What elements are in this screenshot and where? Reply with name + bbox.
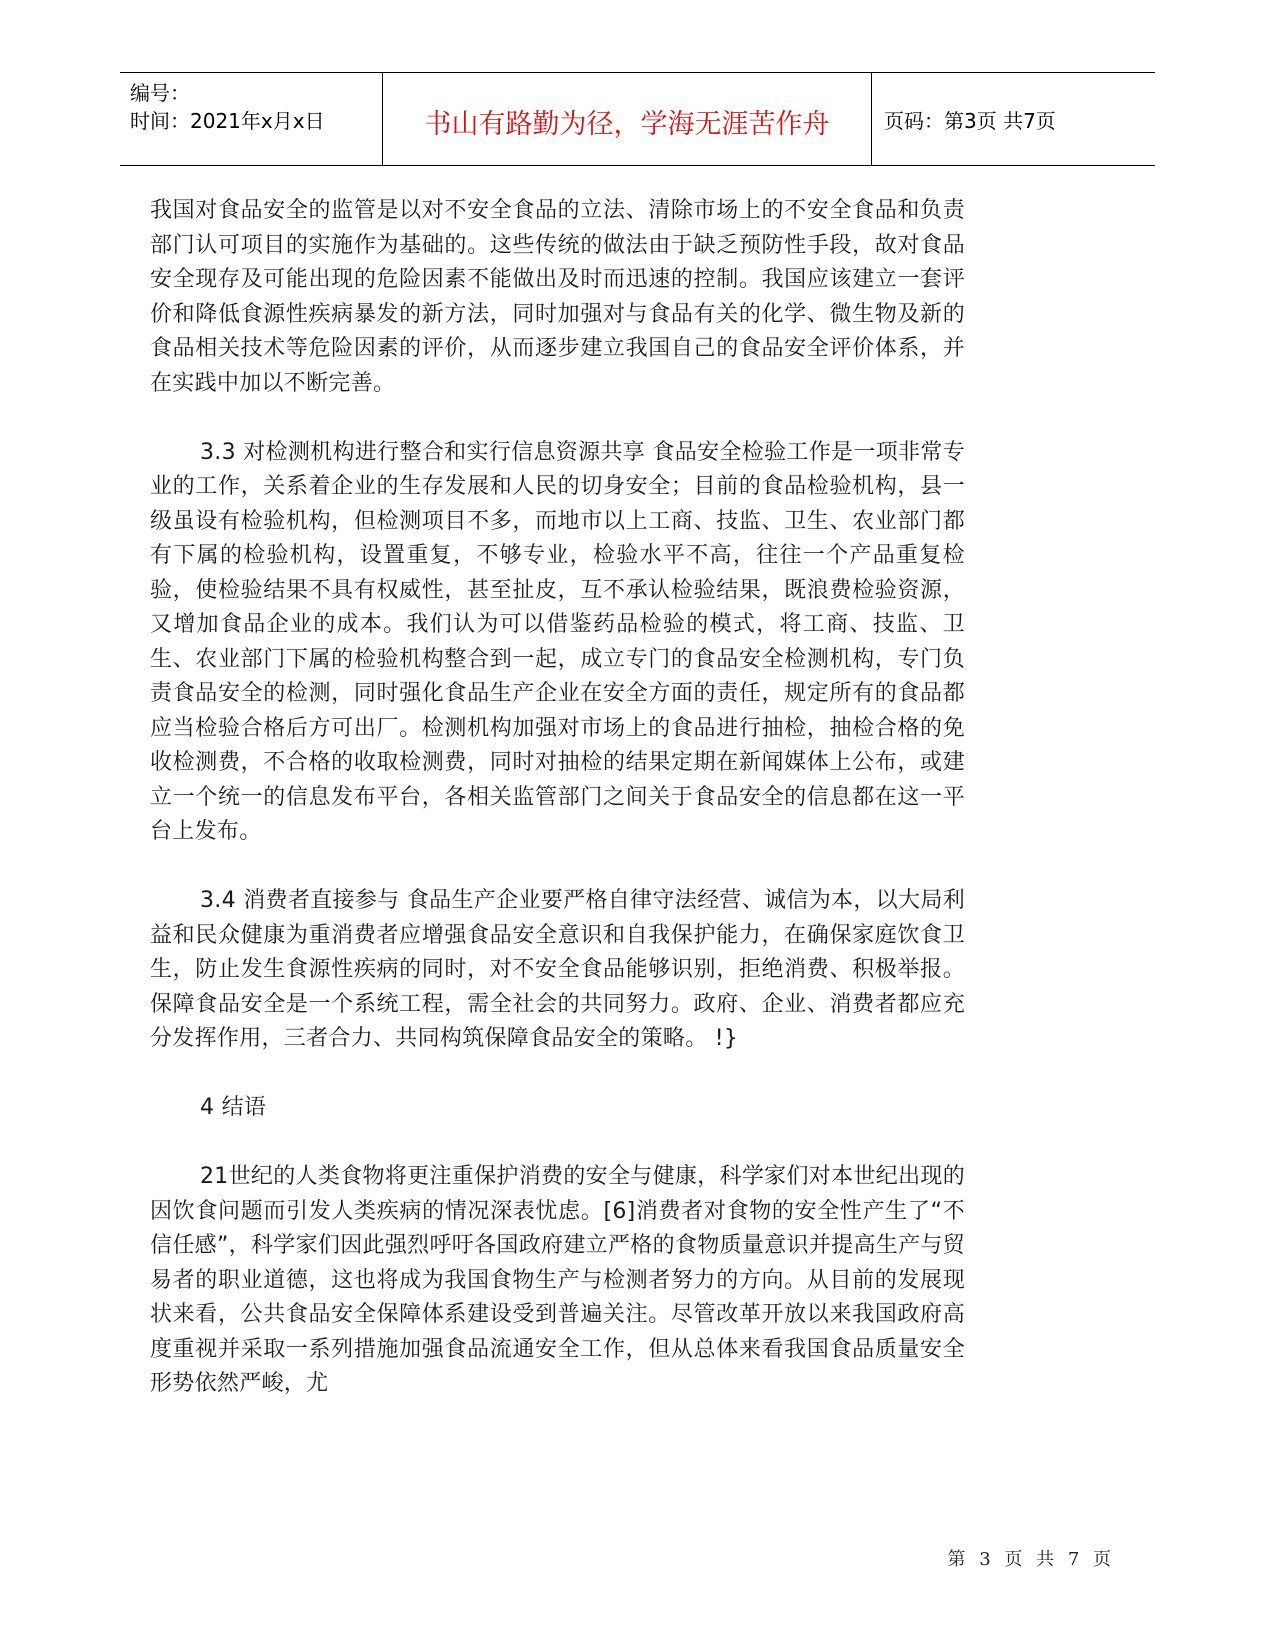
document-body [150,194,965,1436]
page-header [120,72,1155,166]
page-footer: 第 3 页 共 7 页 [947,1549,1115,1570]
section-3-3-paragraph: 3.3 对检测机构进行整合和实行信息资源共享 食品安全检验工作是一项非常专业的工作，关系着企业的生存发展和人民的切身安全；目前的食品检验机构，县一级虽设有检验机构，但检测项目不多，而地市以上工商、技监、卫生、农业部门都有下属的检验机构，设置重复，不够专业，检验水平不高，往往一个产品重复检验，使检验结果不具有权威性，甚至扯皮，互不承认检验结果，既浪费检验资源，又增加食品企业的成本。我们认为可以借鉴药品检验的模式，将工商、技监、卫生、农业部门下属的检验机构整合到一起，成立专门的食品安全检测机构，专门负责食品安全的检测，同时强化食品生产企业在安全方面的责任，规定所有的食品都应当检验合格后方可出厂。检测机构加强对市场上的食品进行抽检，抽检合格的免收检测费，不合格的收取检测费，同时对抽检的结果定期在新闻媒体上公布，或建立一个统一的信息发布平台，各相关监管部门之间关于食品安全的信息都在这一平台上发布。 [150,439,965,844]
document-time-label: 时间：2021年x月x日 [130,109,325,133]
header-page-cell [872,73,1155,165]
body-paragraph: 我国对食品安全的监管是以对不安全食品的立法、清除市场上的不安全食品和负责部门认可项目的实施作为基础的。这些传统的做法由于缺乏预防性手段，故对食品安全现存及可能出现的危险因素不能做出及时而迅速的控制。我国应该建立一套评价和降低食源性疾病暴发的新方法，同时加强对与食品有关的化学、微生物及新的食品相关技术等危险因素的评价，从而逐步建立我国自己的食品安全评价体系，并在实践中加以不断完善。 [150,198,965,396]
header-motto-cell [382,73,872,165]
section-3-4-paragraph: 3.4 消费者直接参与 食品生产企业要严格自律守法经营、诚信为本，以大局利益和民众健康为重消费者应增强食品安全意识和自我保护能力，在确保家庭饮食卫生，防止发生食源性疾病的同时，对不安全食品能够识别，拒绝消费、积极举报。保障食品安全是一个系统工程，需全社会的共同努力。政府、企业、消费者都应充分发挥作用，三者合力、共同构筑保障食品安全的策略。 !} [150,888,965,1051]
header-left-cell [120,73,382,165]
section-4-heading: 4 结语 [200,1095,267,1120]
header-page-info: 页码：第3页 共7页 [884,108,1056,133]
conclusion-paragraph: 21世纪的人类食物将更注重保护消费的安全与健康，科学家们对本世纪出现的因饮食问题而引发人类疾病的情况深表忧虑。[6]消费者对食物的安全性产生了“不信任感”，科学家们因此强烈呼吁各国政府建立严格的食物质量意识并提高生产与贸易者的职业道德，这也将成为我国食物生产与检测者努力的方向。从目前的发展现状来看，公共食品安全保障体系建设受到普遍关注。尽管改革开放以来我国政府高度重视并采取一系列措施加强食品流通安全工作，但从总体来看我国食品质量安全形势依然严峻，尤 [150,1164,965,1396]
header-motto: 书山有路勤为径，学海无涯苦作舟 [424,108,830,140]
document-number-label: 编号： [130,81,190,105]
